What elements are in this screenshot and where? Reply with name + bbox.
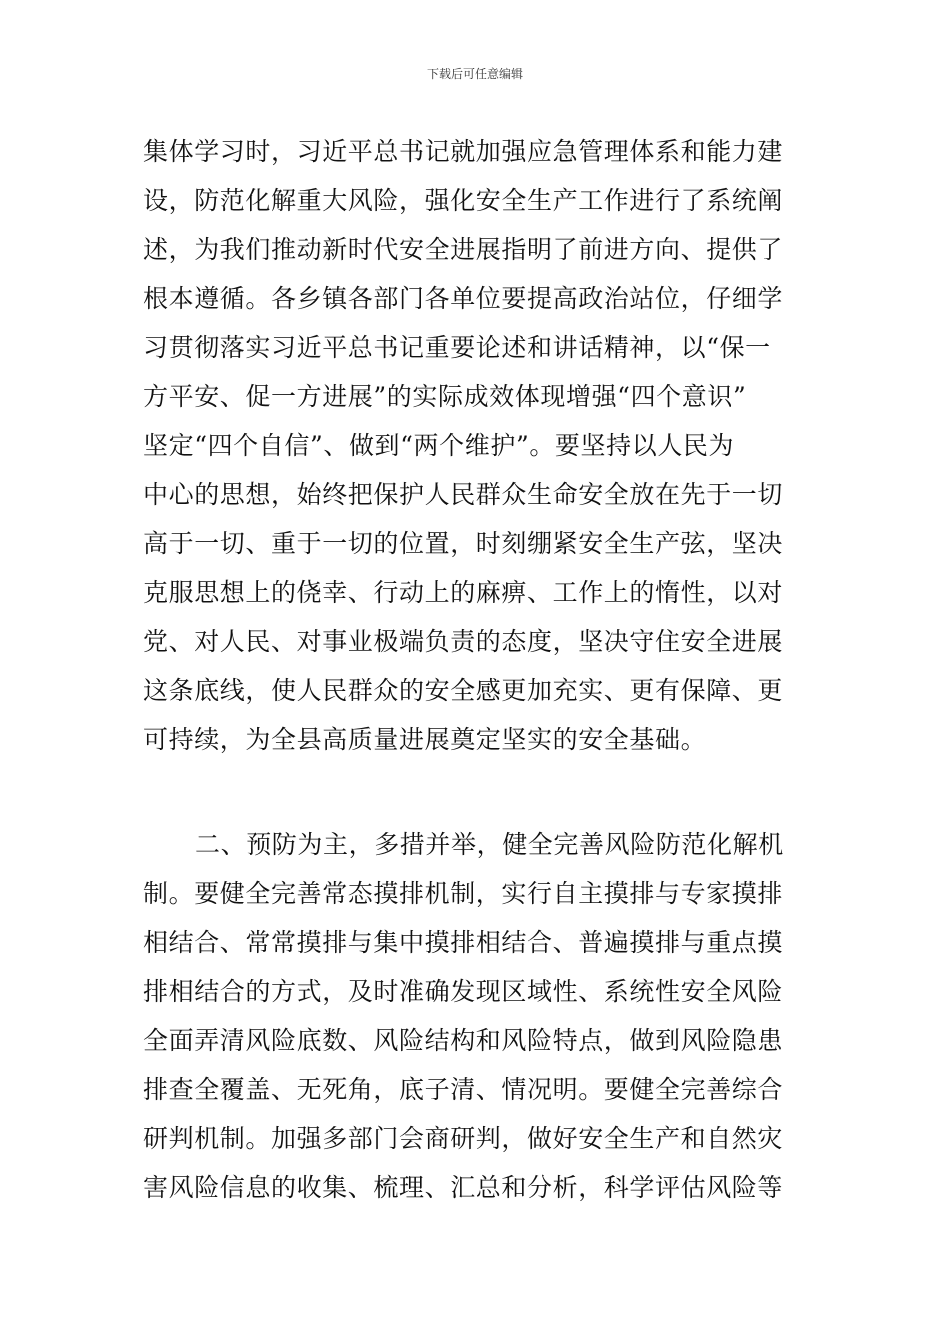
page-header: 下载后可任意编辑 bbox=[426, 67, 523, 81]
text-line: 述，为我们推动新时代安全进展指明了前进方向、提供了 bbox=[143, 235, 784, 264]
text-line: 研判机制。加强多部门会商研判，做好安全生产和自然灾 bbox=[143, 1124, 784, 1153]
text-line: 二、预防为主，多措并举，健全完善风险防范化解机 bbox=[195, 830, 784, 859]
text-line: 坚定“四个自信”、做到“两个维护”。要坚持以人民为 bbox=[143, 431, 735, 460]
text-line: 害风险信息的收集、梳理、汇总和分析，科学评估风险等 bbox=[143, 1173, 784, 1202]
text-line: 排相结合的方式，及时准确发现区域性、系统性安全风险 bbox=[143, 977, 784, 1006]
text-line: 克服思想上的侥幸、行动上的麻痹、工作上的惰性，以对 bbox=[143, 578, 784, 607]
paragraph-2 bbox=[143, 820, 811, 1212]
text-line: 党、对人民、对事业极端负责的态度，坚决守住安全进展 bbox=[143, 627, 784, 656]
text-line: 全面弄清风险底数、风险结构和风险特点，做到风险隐患 bbox=[143, 1026, 784, 1055]
text-line: 相结合、常常摸排与集中摸排相结合、普遍摸排与重点摸 bbox=[143, 928, 784, 957]
text-line: 集体学习时，习近平总书记就加强应急管理体系和能力建 bbox=[143, 137, 784, 166]
text-line: 设，防范化解重大风险，强化安全生产工作进行了系统阐 bbox=[143, 186, 784, 215]
text-line: 习贯彻落实习近平总书记重要论述和讲话精神，以“保一 bbox=[143, 333, 771, 362]
text-line: 制。要健全完善常态摸排机制，实行自主摸排与专家摸排 bbox=[143, 879, 784, 908]
text-line: 中心的思想，始终把保护人民群众生命安全放在先于一切 bbox=[143, 480, 784, 509]
text-line: 可持续，为全县高质量进展奠定坚实的安全基础。 bbox=[143, 725, 707, 754]
text-line: 高于一切、重于一切的位置，时刻绷紧安全生产弦，坚决 bbox=[143, 529, 784, 558]
text-line: 排查全覆盖、无死角，底子清、情况明。要健全完善综合 bbox=[143, 1075, 784, 1104]
paragraph-1 bbox=[143, 127, 811, 764]
text-line: 根本遵循。各乡镇各部门各单位要提高政治站位，仔细学 bbox=[143, 284, 784, 313]
text-line: 方平安、促一方进展”的实际成效体现增强“四个意识” bbox=[143, 382, 747, 411]
text-line: 这条底线，使人民群众的安全感更加充实、更有保障、更 bbox=[143, 676, 784, 705]
